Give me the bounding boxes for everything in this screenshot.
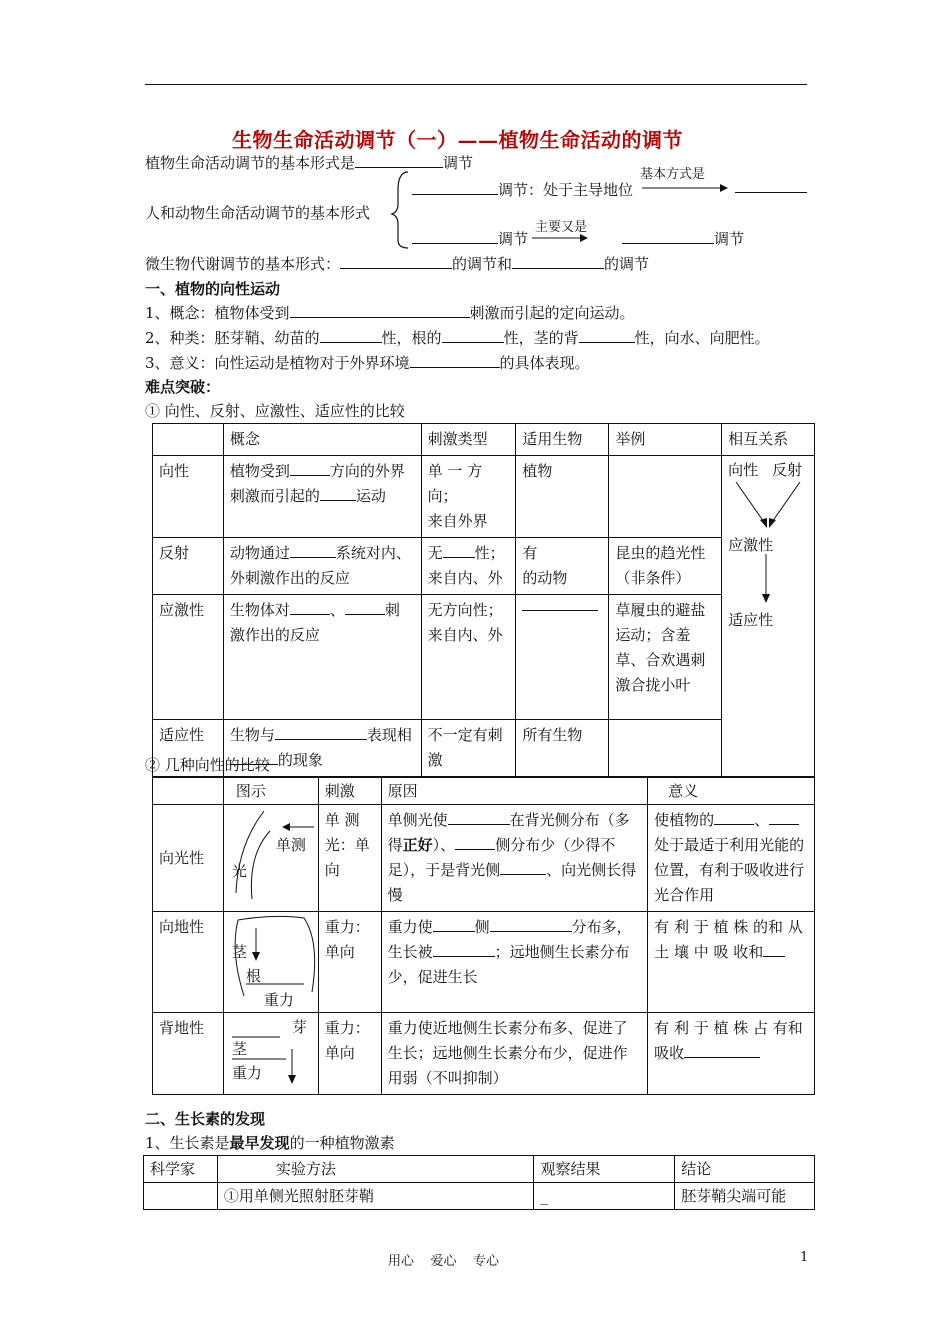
table-header-cell: 图示 bbox=[223, 778, 318, 805]
figure-label-c: 重力 bbox=[231, 1064, 262, 1082]
subheading-1: ① 向性、反射、应激性、适应性的比较 bbox=[145, 402, 405, 420]
table-header-cell: 实验方法 bbox=[217, 1156, 534, 1183]
intro-line1: 植物生命活动调节的基本形式是 调节 bbox=[145, 154, 474, 172]
example-cell: 草履虫的避盐运动；含羞草、合欢遇刺激合拢小叶 bbox=[609, 595, 722, 720]
relation-cell bbox=[722, 456, 815, 777]
row-name: 向地性 bbox=[153, 912, 224, 1013]
table-header-row bbox=[144, 1156, 815, 1183]
section1-heading: 一、植物的向性运动 bbox=[145, 280, 281, 298]
row-name: 向性 bbox=[153, 456, 224, 538]
relation-c: 应激性 bbox=[728, 536, 774, 554]
table-header-cell: 刺激类型 bbox=[421, 424, 516, 456]
concept-cell: 动物通过 系统对内、外刺激作出的反应 bbox=[223, 538, 421, 595]
figure-label-a: 芽 bbox=[291, 1018, 307, 1036]
difficulty-heading: 难点突破： bbox=[145, 378, 221, 396]
table-header-row bbox=[153, 424, 815, 456]
figure-cell bbox=[223, 1013, 318, 1095]
example-cell: 昆虫的趋光性（非条件） bbox=[609, 538, 722, 595]
organism-cell: 有 的动物 bbox=[516, 538, 609, 595]
table-row bbox=[153, 912, 815, 1013]
stimulus-cell: 重力：单向 bbox=[318, 1013, 381, 1095]
table-row bbox=[153, 595, 815, 720]
cause-cell: 重力使 侧 分布多，生长被 ；远地侧生长素分布少，促进生长 bbox=[381, 912, 648, 1013]
footer-text: 用心 爱心 专心 bbox=[388, 1254, 500, 1269]
cause-cell: 单侧光使 在背光侧分布（多得正好）、 侧分布少（少得不足），于是背光侧 、向光侧长得慢 bbox=[381, 805, 648, 912]
row-name: 适应性 bbox=[153, 720, 224, 777]
figure-label-c: 重力 bbox=[263, 991, 294, 1009]
figure-cell bbox=[223, 912, 318, 1013]
figure-label-b: 光 bbox=[231, 862, 247, 880]
stimulus-cell: 重力：单向 bbox=[318, 912, 381, 1013]
table-row bbox=[153, 456, 815, 538]
tropism-table bbox=[152, 777, 815, 1095]
concept-cell: 生物与 表现相的现象 bbox=[223, 720, 421, 777]
stimulus-cell: 单 一 方 向； 来自外界 bbox=[421, 456, 516, 538]
micro-line: 微生物代谢调节的基本形式： 的调节和 的调节 bbox=[145, 255, 650, 273]
section2-p1: 1、生长素是最早发现的一种植物激素 bbox=[145, 1134, 395, 1152]
table-header-row bbox=[153, 778, 815, 805]
meaning-cell: 有 利 于 植 株 的和 从 土 壤 中 吸 收和 bbox=[648, 912, 815, 1013]
table-header-cell: 举例 bbox=[609, 424, 722, 456]
section1-p2: 2、种类：胚芽鞘、幼苗的 性，根的 性，茎的背 性，向水、向肥性。 bbox=[145, 329, 770, 347]
organism-cell: 所有生物 bbox=[516, 720, 609, 777]
table-header-cell: 相互关系 bbox=[722, 424, 815, 456]
stimulus-cell: 不一定有刺激 bbox=[421, 720, 516, 777]
table-row bbox=[153, 805, 815, 912]
relation-d: 适应性 bbox=[728, 611, 774, 629]
cause-cell: 重力使近地侧生长素分布多、促进了生长；远地侧生长素分布少，促进作用弱（不叫抑制） bbox=[381, 1013, 648, 1095]
row-name: 应激性 bbox=[153, 595, 224, 720]
branch1-end-blank bbox=[735, 178, 807, 193]
branch1-arrow-label: 基本方式是 bbox=[640, 167, 706, 182]
table-header-cell: 适用生物 bbox=[516, 424, 609, 456]
table-row bbox=[153, 1013, 815, 1095]
branch1: 调节：处于主导地位 bbox=[412, 179, 633, 200]
example-cell bbox=[609, 720, 722, 777]
section2-heading: 二、生长素的发现 bbox=[145, 1110, 266, 1128]
figure-label-b: 茎 bbox=[231, 1040, 247, 1058]
table-header-cell: 概念 bbox=[223, 424, 421, 456]
figure-cell bbox=[223, 805, 318, 912]
concept-cell: 生物体对 、 刺激作出的反应 bbox=[223, 595, 421, 720]
branch2-end: 调节 bbox=[622, 228, 744, 249]
table-header-cell: 观察结果 bbox=[534, 1156, 675, 1183]
table-header-cell: 科学家 bbox=[144, 1156, 218, 1183]
conclusion-cell: 胚芽鞘尖端可能 bbox=[675, 1183, 815, 1210]
subheading-2: ② 几种向性的比较 bbox=[145, 756, 270, 774]
discovery-table bbox=[143, 1155, 815, 1210]
relation-a: 向性 bbox=[728, 461, 759, 479]
row-name: 背地性 bbox=[153, 1013, 224, 1095]
figure-label-b: 根 bbox=[245, 967, 261, 985]
meaning-cell: 有 利 于 植 株 占 有和吸收 bbox=[648, 1013, 815, 1095]
branch2: 调节 bbox=[412, 228, 528, 249]
result-cell: _ bbox=[534, 1183, 675, 1210]
row-name: 向光性 bbox=[153, 805, 224, 912]
table-header-cell: 原因 bbox=[381, 778, 648, 805]
stimulus-cell: 单 测 光：单向 bbox=[318, 805, 381, 912]
comparison-table bbox=[152, 423, 815, 777]
figure-label-a: 茎 bbox=[231, 943, 247, 961]
scientist-cell bbox=[144, 1183, 218, 1210]
table-header-cell: 刺激 bbox=[318, 778, 381, 805]
concept-cell: 植物受到 方向的外界刺激而引起的 运动 bbox=[223, 456, 421, 538]
animal-label: 人和动物生命活动调节的基本形式 bbox=[145, 204, 371, 222]
table-header-cell: 意义 bbox=[648, 778, 815, 805]
page-number: 1 bbox=[800, 1250, 809, 1265]
example-cell bbox=[609, 456, 722, 538]
section1-p1: 1、概念：植物体受到 刺激而引起的定向运动。 bbox=[145, 304, 635, 322]
header-rule bbox=[145, 84, 807, 85]
organism-cell: 植物 bbox=[516, 456, 609, 538]
table-header-cell bbox=[153, 424, 224, 456]
table-row bbox=[144, 1183, 815, 1210]
branch2-arrow-label: 主要又是 bbox=[535, 220, 588, 235]
stimulus-cell: 无 性； 来自内、外 bbox=[421, 538, 516, 595]
table-header-cell bbox=[153, 778, 224, 805]
row-name: 反射 bbox=[153, 538, 224, 595]
table-row bbox=[153, 538, 815, 595]
meaning-cell: 使植物的 、处于最适于利用光能的位置，有利于吸收进行光合作用 bbox=[648, 805, 815, 912]
method-cell: ①用单侧光照射胚芽鞘 bbox=[217, 1183, 534, 1210]
organism-cell bbox=[516, 595, 609, 720]
page-title: 生物生命活动调节（一）——植物生命活动的调节 bbox=[232, 128, 683, 152]
section1-p3: 3、意义：向性运动是植物对于外界环境 的具体表现。 bbox=[145, 354, 590, 372]
stimulus-cell: 无方向性； 来自内、外 bbox=[421, 595, 516, 720]
table-header-cell: 结论 bbox=[675, 1156, 815, 1183]
figure-label-a: 单测 bbox=[275, 836, 306, 854]
relation-b: 反射 bbox=[772, 461, 803, 479]
relation-diagram bbox=[722, 456, 815, 756]
